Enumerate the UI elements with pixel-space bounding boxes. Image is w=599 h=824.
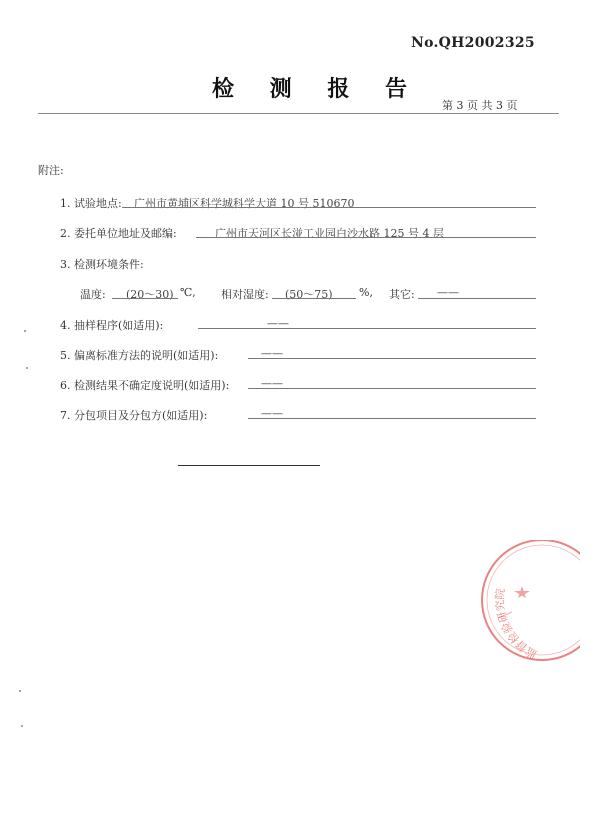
other-underline [418,298,536,299]
item-2-value: 广州市天河区长湴工业园白沙水路 125 号 4 层 [215,227,444,240]
scan-speck [21,725,23,727]
scan-speck [19,690,21,692]
item-7-label: 7. 分包项目及分包方(如适用): [60,409,208,422]
temperature-underline [112,298,178,299]
page-indicator: 第 3 页 共 3 页 [442,99,518,112]
item-6-label: 6. 检测结果不确定度说明(如适用): [60,379,230,392]
humidity-unit: %, [359,286,373,299]
item-3-label: 3. 检测环境条件: [60,258,144,271]
item-4-label: 4. 抽样程序(如适用): [60,319,164,332]
item-1-label: 1. 试验地点: [60,197,122,210]
temperature-unit: ℃, [180,286,196,299]
item-5-label: 5. 偏离标准方法的说明(如适用): [60,349,219,362]
humidity-underline [272,298,356,299]
scan-speck [26,367,28,369]
header-rule [38,113,559,114]
item-6-value: —— [261,377,283,390]
item-5-value: —— [261,347,283,360]
item-4-underline [198,328,536,329]
item-1-underline [122,207,536,208]
report-title: 检 测 报 告 [212,76,421,102]
item-2-underline [196,237,536,238]
scan-speck [24,330,26,332]
end-of-report-rule [178,465,320,466]
item-7-underline [248,418,536,419]
temperature-value: (20～30) [126,288,174,301]
temperature-label: 温度: [80,288,106,301]
official-seal-icon [468,540,580,662]
report-number: No.QH2002325 [411,35,535,51]
item-7-value: —— [261,407,283,420]
seal-text: 监督检验研究院 [493,587,540,661]
item-6-underline [248,388,536,389]
other-label: 其它: [389,288,415,301]
item-2-label: 2. 委托单位地址及邮编: [60,227,177,240]
item-5-underline [248,358,536,359]
humidity-label: 相对湿度: [221,288,269,301]
humidity-value: (50～75) [285,288,333,301]
item-1-value: 广州市黄埔区科学城科学大道 10 号 510670 [134,197,355,210]
note-label: 附注: [38,164,64,177]
item-4-value: —— [267,317,289,330]
other-value: —— [437,286,459,299]
